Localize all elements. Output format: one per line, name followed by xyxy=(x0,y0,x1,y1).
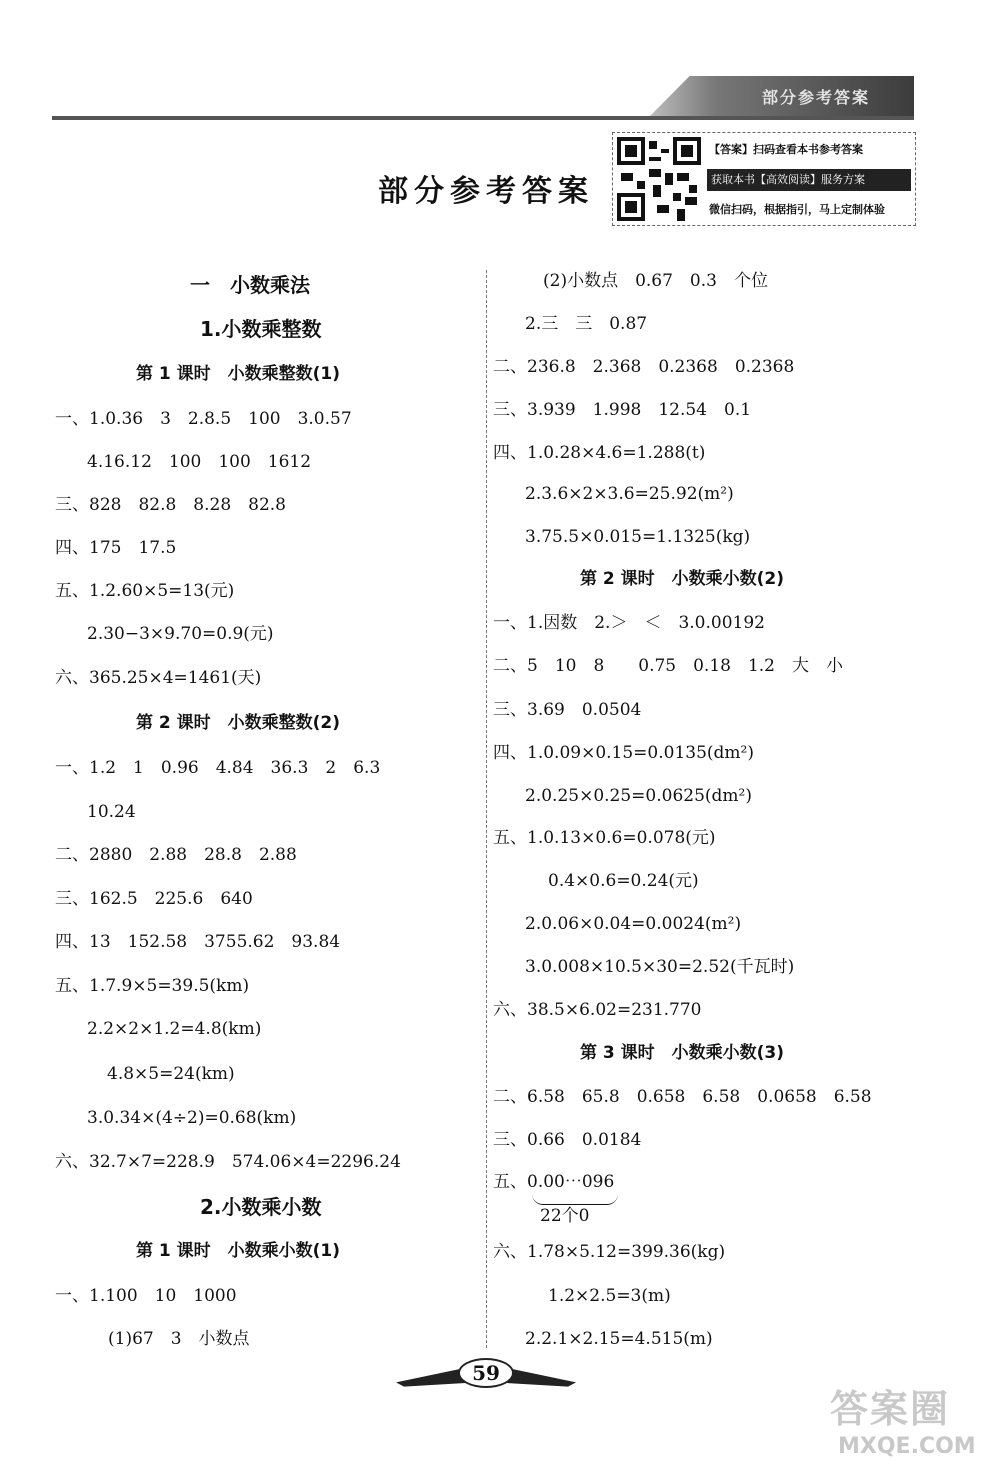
unit-heading: 一 小数乘法 xyxy=(190,273,310,297)
qr-code-icon xyxy=(617,137,701,221)
lesson-heading: 第 2 课时 小数乘整数(2) xyxy=(136,713,341,733)
answer-line: 二、6.58 65.8 0.658 6.58 0.0658 6.58 xyxy=(493,1087,872,1107)
answer-line: 0.4×0.6=0.24(元) xyxy=(548,871,699,891)
answer-line: 一、1.因数 2.＞ ＜ 3.0.00192 xyxy=(493,613,765,633)
answer-line: 3.0.008×10.5×30=2.52(千瓦时) xyxy=(525,957,795,977)
answer-line: 10.24 xyxy=(87,802,136,822)
watermark-url: MXQE.COM xyxy=(838,1434,976,1459)
header-tab-text: 部分参考答案 xyxy=(762,88,871,107)
page-title: 部分参考答案 xyxy=(378,174,594,209)
answer-line: 4.16.12 100 100 1612 xyxy=(87,452,312,472)
answer-line: 4.8×5=24(km) xyxy=(107,1064,235,1084)
page-number: 59 xyxy=(458,1358,514,1388)
answer-line: 2.2.1×2.15=4.515(m) xyxy=(525,1329,713,1349)
answer-line: 一、1.100 10 1000 xyxy=(55,1286,237,1306)
answer-line: 2.30−3×9.70=0.9(元) xyxy=(87,624,274,644)
watermark-logo: 答案圈 xyxy=(830,1386,951,1431)
answer-line: 三、3.69 0.0504 xyxy=(493,700,642,720)
answer-line: 二、2880 2.88 28.8 2.88 xyxy=(55,845,297,865)
column-divider xyxy=(486,270,487,1348)
answer-line: 一、1.2 1 0.96 4.84 36.3 2 6.3 xyxy=(55,758,381,778)
answer-line: 3.75.5×0.015=1.1325(kg) xyxy=(525,527,751,547)
answer-line: 3.0.34×(4÷2)=0.68(km) xyxy=(87,1108,297,1128)
answer-line: 五、1.7.9×5=39.5(km) xyxy=(55,976,250,996)
lesson-heading: 第 1 课时 小数乘整数(1) xyxy=(136,364,341,384)
answer-line: 六、38.5×6.02=231.770 xyxy=(493,1000,702,1020)
lesson-heading: 第 2 课时 小数乘小数(2) xyxy=(580,569,785,589)
qr-panel xyxy=(612,132,916,226)
answer-line: 二、5 10 8 0.75 0.18 1.2 大 小 xyxy=(493,656,844,676)
answer-line: 五、1.0.13×0.6=0.078(元) xyxy=(493,828,716,848)
answer-line: (2)小数点 0.67 0.3 个位 xyxy=(543,271,768,291)
lesson-heading: 第 3 课时 小数乘小数(3) xyxy=(580,1043,785,1063)
section-heading-2: 2.小数乘小数 xyxy=(200,1195,322,1219)
brace-annotation: 22个0 xyxy=(540,1206,590,1226)
qr-caption-1: 【答案】扫码查看本书参考答案 xyxy=(709,143,863,156)
answer-line: 一、1.0.36 3 2.8.5 100 3.0.57 xyxy=(55,409,352,429)
page-number-ornament xyxy=(396,1356,576,1392)
answer-line: 二、236.8 2.368 0.2368 0.2368 xyxy=(493,357,795,377)
answer-line: 三、162.5 225.6 640 xyxy=(55,889,253,909)
answer-line: 四、13 152.58 3755.62 93.84 xyxy=(55,932,341,952)
answer-line: 四、1.0.09×0.15=0.0135(dm²) xyxy=(493,743,754,763)
answer-line: 2.2×2×1.2=4.8(km) xyxy=(87,1019,262,1039)
header-rule xyxy=(52,116,914,120)
qr-caption-2: 获取本书【高效阅读】服务方案 xyxy=(707,169,911,191)
answer-line: 四、1.0.28×4.6=1.288(t) xyxy=(493,443,706,463)
answer-line: 五、0.00⋯096 xyxy=(493,1172,615,1192)
lesson-heading: 第 1 课时 小数乘小数(1) xyxy=(136,1241,341,1261)
section-heading-1: 1.小数乘整数 xyxy=(200,317,322,341)
answer-line: (1)67 3 小数点 xyxy=(108,1329,250,1349)
answer-line: 三、828 82.8 8.28 82.8 xyxy=(55,495,287,515)
answer-line: 五、1.2.60×5=13(元) xyxy=(55,581,235,601)
answer-line: 六、1.78×5.12=399.36(kg) xyxy=(493,1242,726,1262)
answer-line: 三、3.939 1.998 12.54 0.1 xyxy=(493,400,752,420)
answer-line: 六、32.7×7=228.9 574.06×4=2296.24 xyxy=(55,1152,401,1172)
underbrace xyxy=(532,1194,618,1205)
answer-line: 2.3.6×2×3.6=25.92(m²) xyxy=(525,484,734,504)
answer-line: 2.0.25×0.25=0.0625(dm²) xyxy=(525,786,752,806)
answer-line: 1.2×2.5=3(m) xyxy=(548,1286,671,1306)
answer-line: 三、0.66 0.0184 xyxy=(493,1130,642,1150)
answer-line: 四、175 17.5 xyxy=(55,538,177,558)
answer-line: 2.0.06×0.04=0.0024(m²) xyxy=(525,914,742,934)
answer-line: 六、365.25×4=1461(天) xyxy=(55,668,262,688)
qr-caption-3: 微信扫码，根据指引，马上定制体验 xyxy=(709,203,885,216)
answer-line: 2.三 三 0.87 xyxy=(525,314,648,334)
